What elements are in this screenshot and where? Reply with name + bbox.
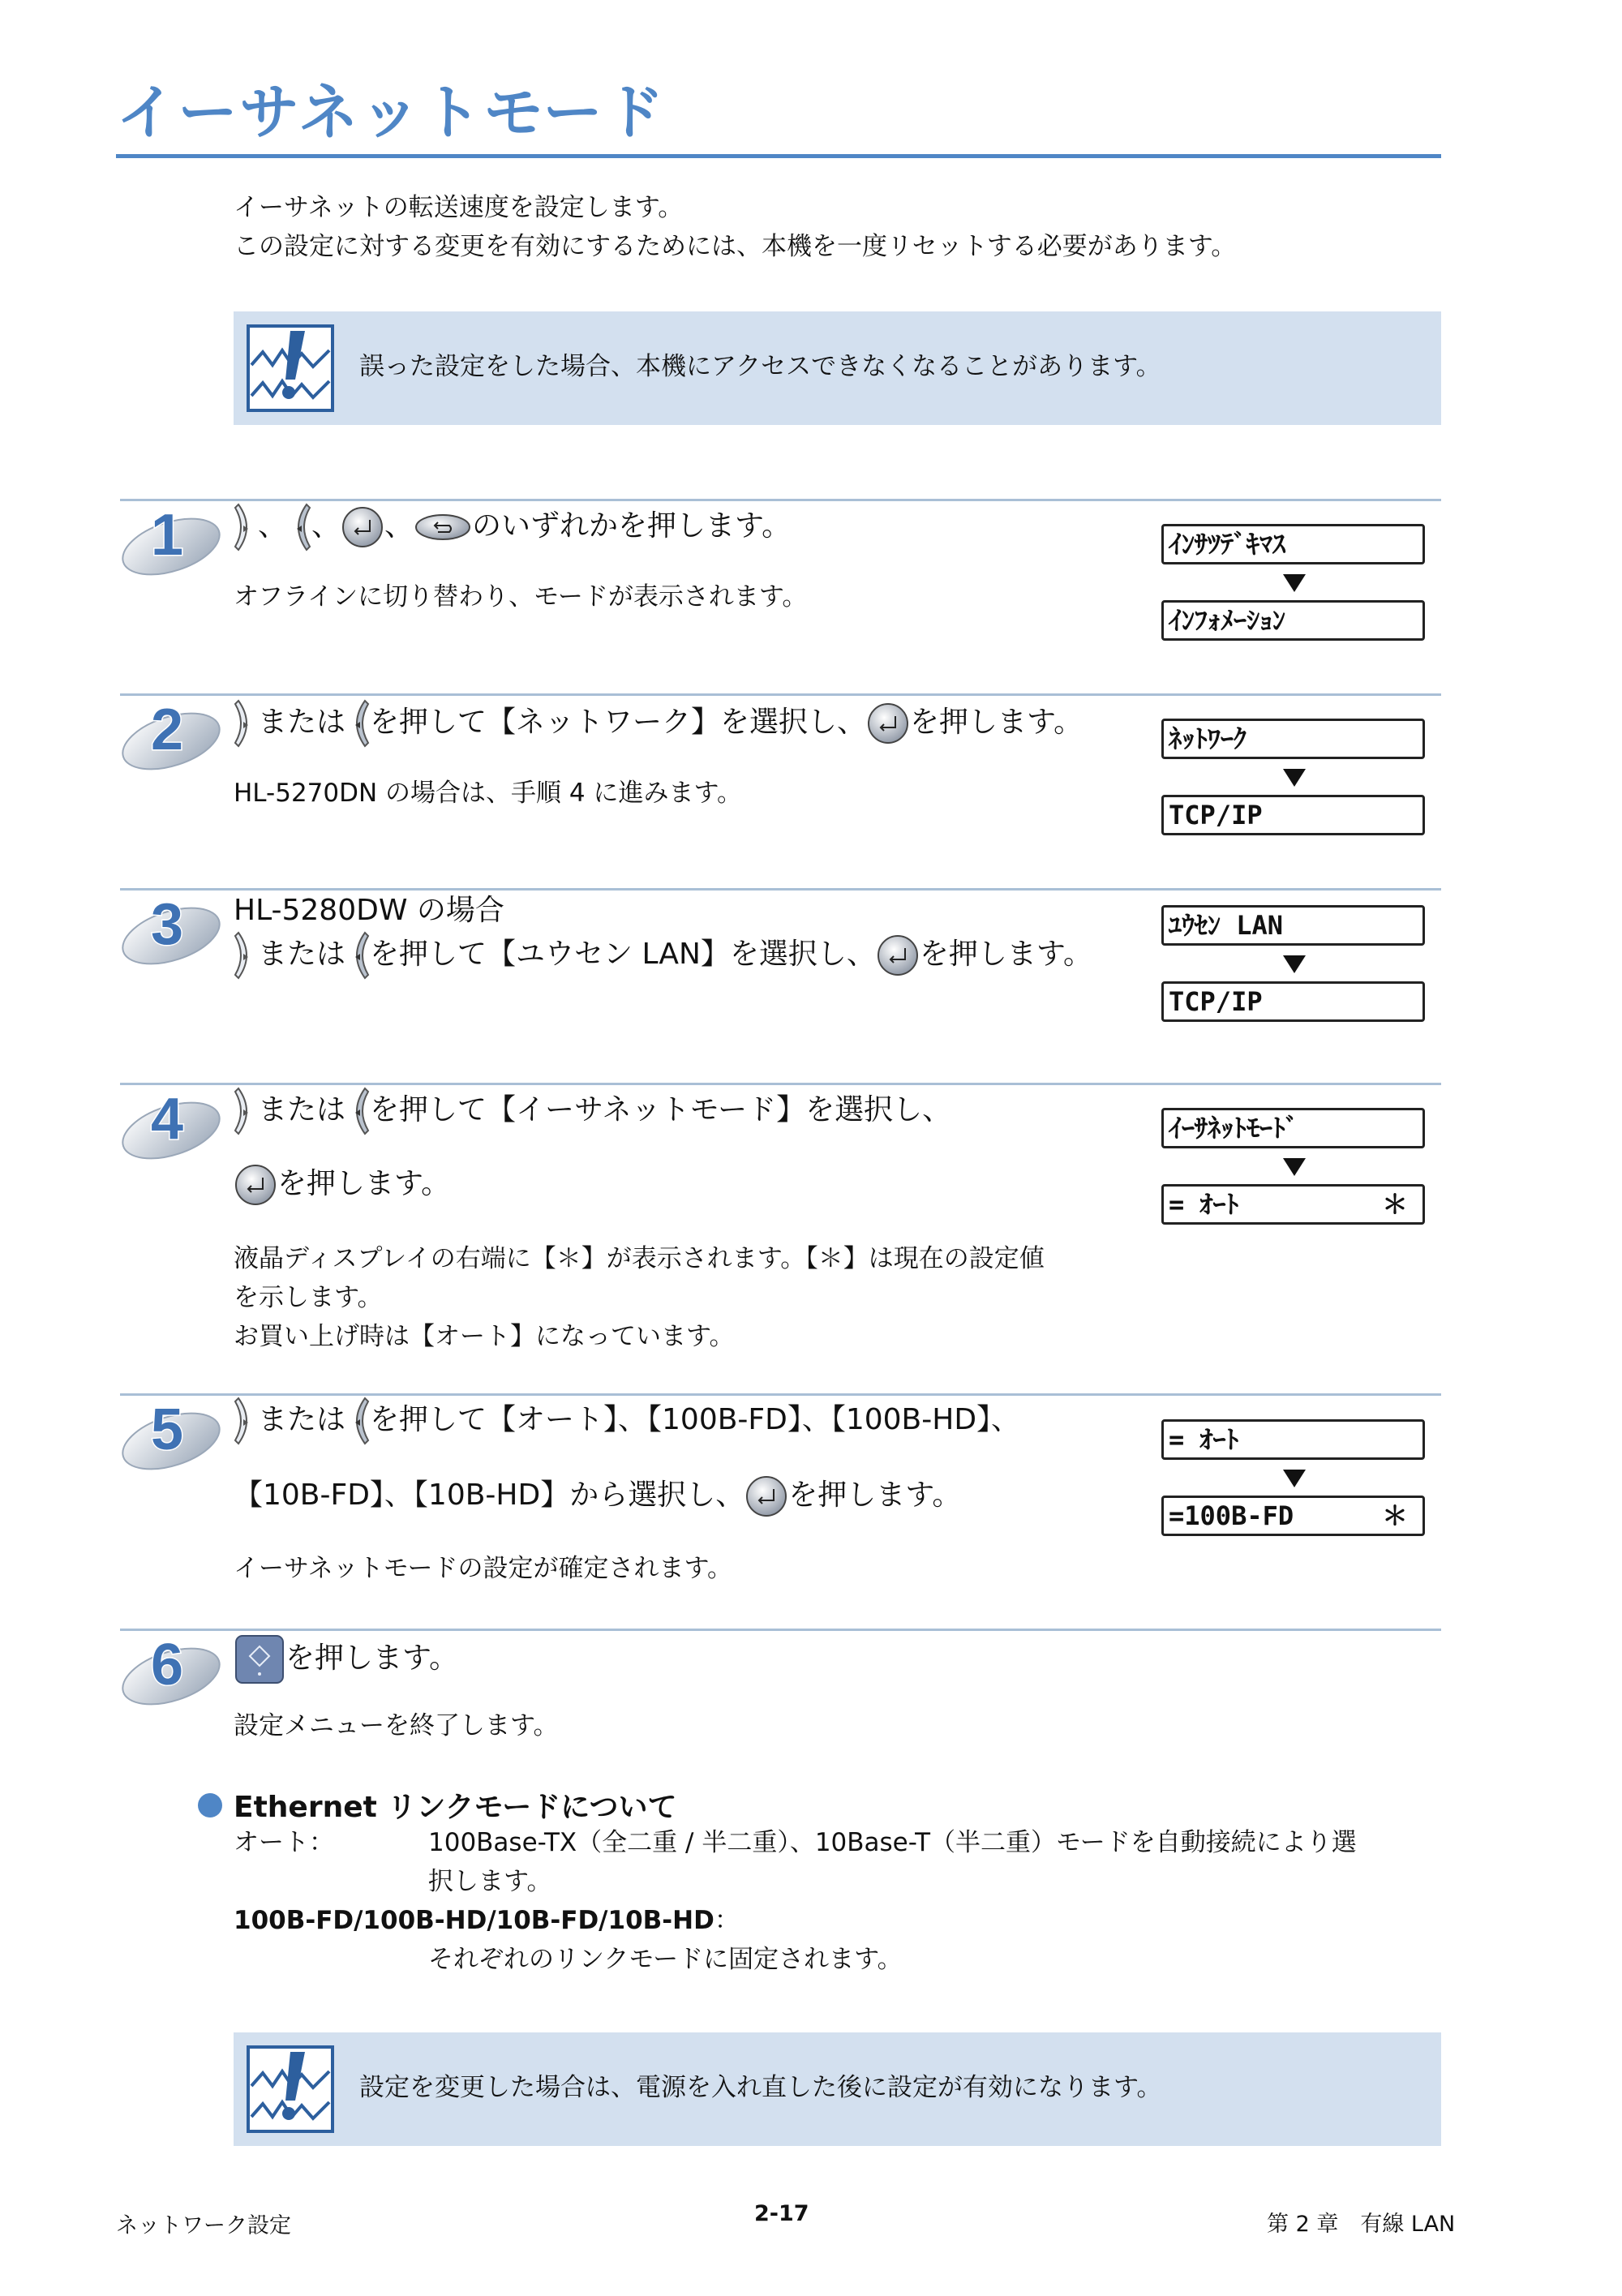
enter-button-icon [866, 702, 910, 745]
step-2-number-icon [118, 691, 224, 780]
step-3-number-icon [118, 886, 224, 975]
lcd-arrow-icon [1283, 769, 1306, 787]
lcd-display-3a: ﾕｳｾﾝ LAN [1161, 905, 1425, 946]
fixed-description: それぞれのリンクモードに固定されます。 [428, 1945, 903, 1974]
step-2-rule [120, 693, 1441, 696]
step-1-description: オフラインに切り替わり、モードが表示されます。 [234, 582, 808, 612]
svg-text:6: 6 [150, 1633, 184, 1697]
step-3-heading-top: HL-5280DW の場合 [234, 894, 504, 927]
caution-note [234, 311, 1441, 425]
arrow-left-button-icon [345, 1395, 370, 1447]
enter-button-icon [744, 1474, 788, 1518]
footer-chapter: 第 2 章 有線 LAN [1267, 2212, 1456, 2237]
step-5-heading: または を押して【オート】、【100B-FD】、【100B-HD】、 [234, 1395, 1020, 1447]
arrow-right-button-icon [234, 1395, 258, 1447]
back-button-icon [414, 511, 472, 543]
arrow-right-button-icon [234, 1085, 258, 1137]
svg-text:5: 5 [150, 1397, 184, 1462]
step-4-desc-3: お買い上げ時は【オート】になっています。 [234, 1322, 735, 1351]
step-5-number-icon [118, 1391, 224, 1480]
step-6-description: 設定メニューを終了します。 [234, 1711, 559, 1740]
intro-line-2: この設定に対する変更を有効にするためには、本機を一度リセットする必要があります。 [234, 232, 1237, 261]
svg-text:4: 4 [150, 1087, 184, 1152]
svg-text:2: 2 [150, 697, 184, 762]
step-2-heading: または を押して【ネットワーク】を選択し、 を押します。 [234, 697, 1083, 749]
lcd-star: ＊ [1381, 1189, 1408, 1220]
lcd-display-5a: = ｵｰﾄ [1161, 1419, 1425, 1460]
svg-text:3: 3 [150, 892, 184, 957]
lcd-display-2b: TCP/IP [1161, 795, 1425, 835]
step-4-heading: または を押して【イーサネットモード】を選択し、 [234, 1085, 951, 1137]
caution-note-text: 誤った設定をした場合、本機にアクセスできなくなることがあります。 [359, 352, 1161, 381]
info-note [234, 2032, 1441, 2146]
step-4-desc-2: を示します。 [234, 1283, 383, 1312]
caution-icon [245, 2044, 336, 2135]
lcd-display-1a: ｲﾝｻﾂﾃﾞｷﾏｽ [1161, 524, 1425, 564]
arrow-left-button-icon [287, 501, 311, 553]
step-6-number-icon [118, 1626, 224, 1715]
step-2-description: HL-5270DN の場合は、手順 4 に進みます。 [234, 779, 742, 808]
enter-button-icon [341, 505, 384, 549]
info-note-text: 設定を変更した場合は、電源を入れ直した後に設定が有効になります。 [359, 2073, 1162, 2102]
intro-line-1: イーサネットの転送速度を設定します。 [234, 193, 684, 222]
lcd-arrow-icon [1283, 1158, 1306, 1176]
page-number: 2-17 [754, 2201, 809, 2226]
arrow-right-button-icon [234, 501, 258, 553]
svg-text:1: 1 [150, 503, 184, 568]
lcd-star: ＊ [1381, 1500, 1408, 1531]
caution-icon [245, 323, 336, 414]
step-6-heading: を押します。 [234, 1633, 458, 1685]
arrow-left-button-icon [345, 697, 370, 749]
auto-label: オート： [234, 1828, 334, 1857]
step-5-heading-2: 【10B-FD】、【10B-HD】から選択し、 を押します。 [234, 1474, 961, 1518]
step-4-number-icon [118, 1080, 224, 1169]
lcd-display-3b: TCP/IP [1161, 981, 1425, 1022]
lcd-display-5b: =100B-FD ＊ [1161, 1496, 1425, 1536]
page-title: イーサネットモード [116, 78, 667, 148]
lcd-arrow-icon [1283, 955, 1306, 973]
bullet-icon [197, 1792, 223, 1818]
auto-description-1: 100Base-TX（全二重 / 半二重）、10Base-T（半二重）モードを自動接続により選 [428, 1828, 1357, 1857]
go-button-icon [234, 1633, 285, 1685]
ethernet-section-heading: Ethernet リンクモードについて [234, 1791, 677, 1824]
enter-button-icon [876, 933, 920, 977]
enter-button-icon [234, 1163, 277, 1207]
step-5-description: イーサネットモードの設定が確定されます。 [234, 1554, 733, 1583]
step-4-heading-2: を押します。 [234, 1163, 450, 1207]
arrow-right-button-icon [234, 697, 258, 749]
lcd-display-1b: ｲﾝﾌｫﾒｰｼｮﾝ [1161, 600, 1425, 641]
lcd-arrow-icon [1283, 574, 1306, 592]
arrow-left-button-icon [345, 1085, 370, 1137]
step-4-desc-1: 液晶ディスプレイの右端に【＊】が表示されます。【＊】は現在の設定値 [234, 1244, 1045, 1273]
step-1-heading: 、 、 、 のいずれかを押します。 [234, 501, 791, 553]
auto-description-2: 択します。 [428, 1867, 552, 1896]
title-rule [116, 154, 1441, 158]
step-3-heading: または を押して【ユウセン LAN】を選択し、 を押します。 [234, 929, 1092, 981]
lcd-arrow-icon [1283, 1470, 1306, 1487]
lcd-display-4a: ｲｰｻﾈｯﾄﾓｰﾄﾞ [1161, 1108, 1425, 1148]
lcd-display-4b: = ｵｰﾄ ＊ [1161, 1184, 1425, 1225]
step-6-rule [120, 1629, 1441, 1631]
arrow-right-button-icon [234, 929, 258, 981]
arrow-left-button-icon [345, 929, 370, 981]
step-1-number-icon [118, 496, 224, 586]
footer-section-name: ネットワーク設定 [116, 2213, 291, 2238]
lcd-display-2a: ﾈｯﾄﾜｰｸ [1161, 719, 1425, 759]
fixed-label: 100B-FD/100B-HD/10B-FD/10B-HD： [234, 1906, 740, 1935]
